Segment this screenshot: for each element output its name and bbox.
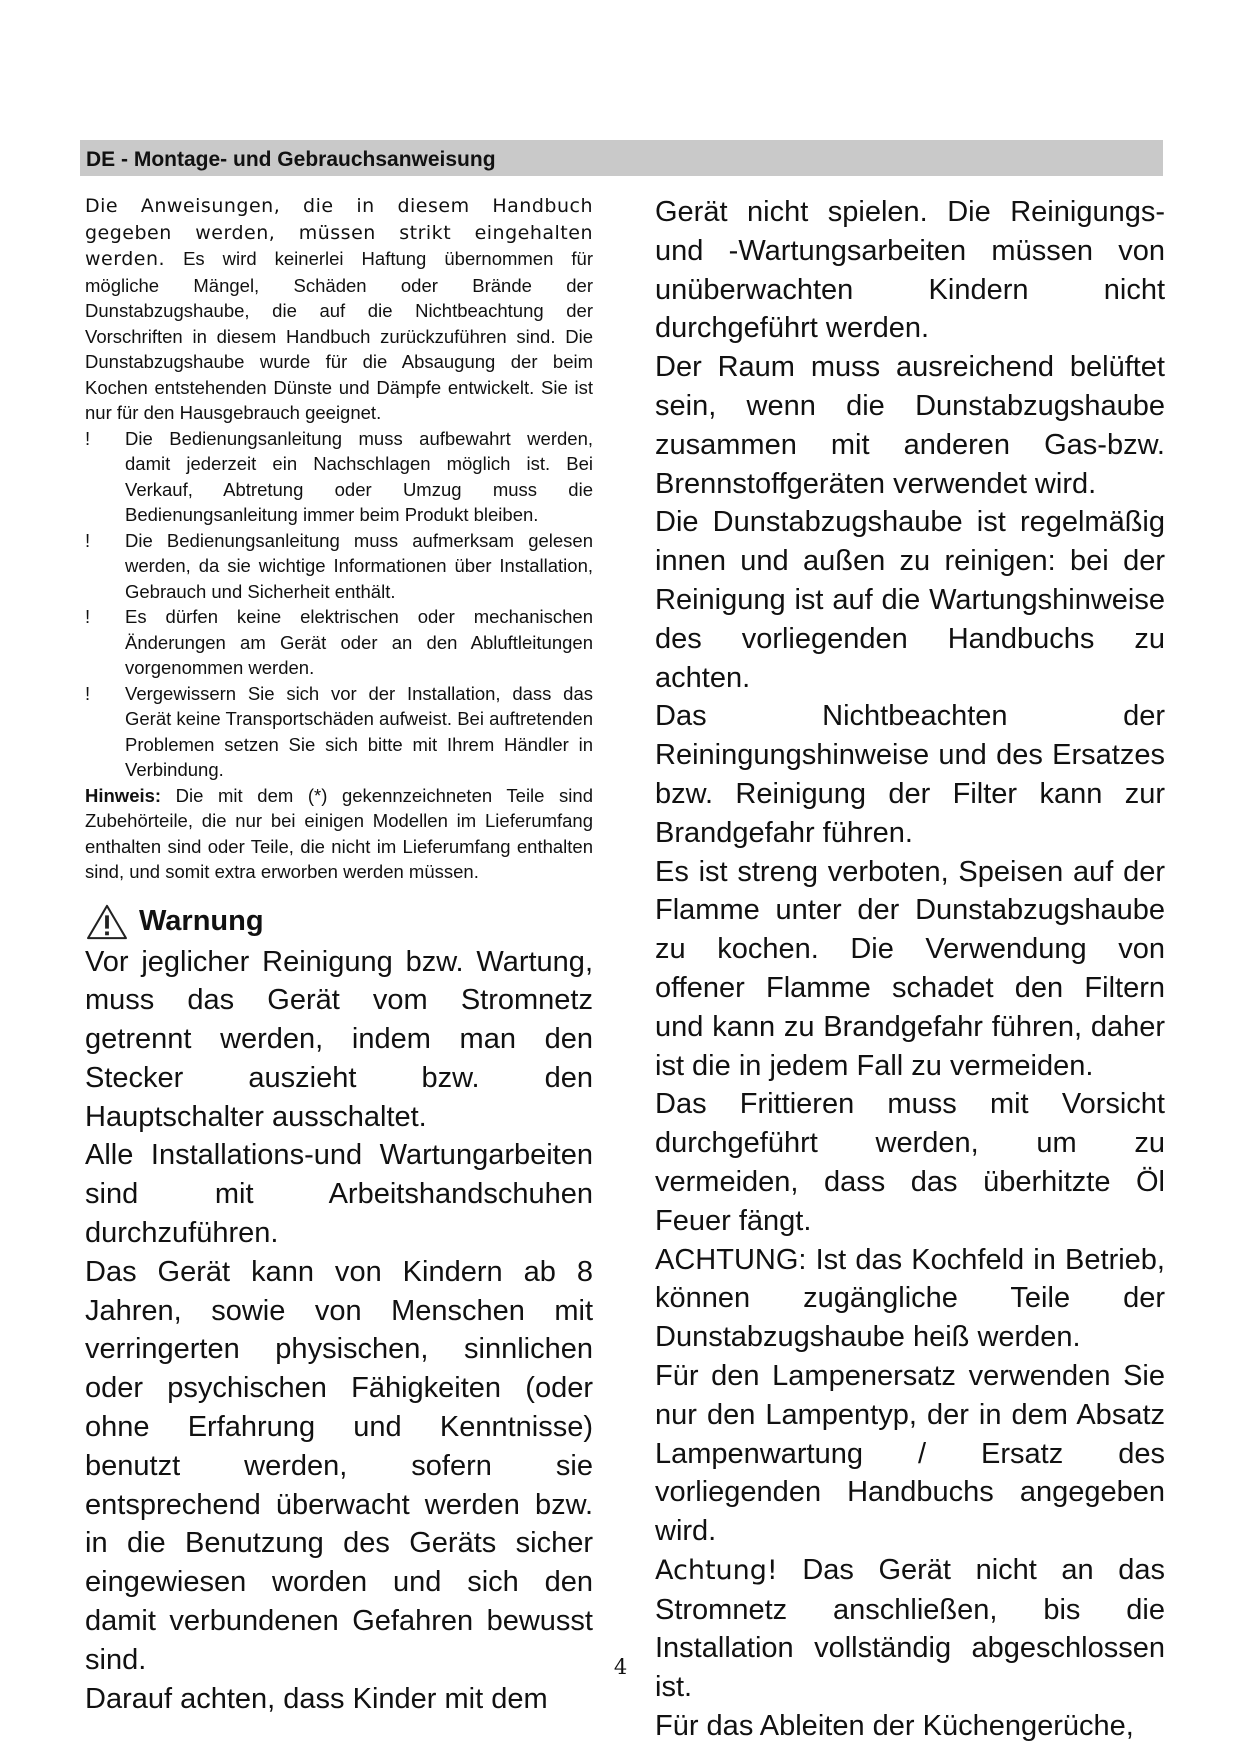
warning-title: Warnung: [139, 905, 264, 937]
bullet-item: [85, 681, 593, 783]
bullet-text: Vergewissern Sie sich vor der Installation, dass das Gerät keine Transportschäden aufweist. Bei auftretenden Problemen setzen Sie sich bitte mit Ihrem Händler in Verbindung.: [125, 682, 593, 780]
safety-paragraph: Das Frittieren muss mit Vorsicht durchgeführt werden, um zu vermeiden, dass das überhitzte Öl Feuer fängt.: [655, 1088, 1165, 1237]
safety-paragraph: Für das Ableiten der Küchengerüche,: [655, 1710, 1134, 1743]
warning-paragraph: Darauf achten, dass Kinder mit dem: [85, 1682, 548, 1715]
page-number: 4: [613, 1655, 628, 1679]
safety-paragraph: ACHTUNG: Ist das Kochfeld in Betrieb, können zugängliche Teile der Dunstabzugshaube heiß werden.: [655, 1243, 1165, 1354]
intro-lead: Die Anweisungen, die in diesem Handbuch gegeben werden, müssen strikt eingehalten werden.: [85, 195, 593, 270]
achtung-text: Das Gerät nicht an das Stromnetz anschließen, bis die Installation vollständig abgeschlossen ist.: [655, 1553, 1165, 1704]
warning-paragraph: Das Gerät kann von Kindern ab 8 Jahren, sowie von Menschen mit verringerten physischen, sinnlichen oder psychischen Fähigkeiten (oder ohne Erfahrung und Kenntnisse) benutzt werden, sofern sie entsprechend überwacht werden bzw. in die Benutzung des Geräts sicher eingewiesen worden und sich den damit verbundenen Gefahren bewusst sind.: [85, 1255, 593, 1676]
intro-rest: Es wird keinerlei Haftung übernommen für mögliche Mängel, Schäden oder Brände der Dunstabzugshaube, die auf die Nichtbeachtung der Vorschriften in diesem Handbuch zurückzuführen sind. Die Dunstabzugshaube wurde für die Absaugung der beim Kochen entstehenden Dünste und Dämpfe entwickelt. Sie ist nur für den Hausgebrauch geeignet.: [85, 248, 593, 423]
intro-paragraph: [85, 193, 593, 426]
achtung-paragraph: [655, 1551, 1165, 1707]
bullet-text: Es dürfen keine elektrischen oder mechanischen Änderungen am Gerät oder an den Abluftleitungen vorgenommen werden.: [125, 606, 593, 678]
bullet-item: [85, 604, 593, 681]
warning-heading: [85, 901, 593, 943]
safety-paragraph: Die Dunstabzugshaube ist regelmäßig innen und außen zu reinigen: bei der Reinigung ist auf die Wartungshinweise des vorliegenden Handbuchs zu achten.: [655, 506, 1165, 694]
exclamation-mark: !: [85, 682, 91, 704]
right-column: [655, 193, 1165, 1746]
bullet-item: [85, 426, 593, 528]
safety-paragraph: Für den Lampenersatz verwenden Sie nur den Lampentyp, der in dem Absatz Lampenwartung / Ersatz des vorliegenden Handbuchs angegeben wird.: [655, 1359, 1165, 1548]
exclamation-mark: !: [85, 529, 91, 551]
warning-paragraph: Alle Installations-und Wartungarbeiten sind mit Arbeitshandschuhen durchzuführen.: [85, 1139, 593, 1250]
safety-paragraph: Es ist streng verboten, Speisen auf der Flamme unter der Dunstabzugshaube zu kochen. Die Verwendung von offener Flamme schadet den Filtern und kann zu Brandgefahr führen, daher ist die in jedem Fall zu vermeiden.: [655, 855, 1165, 1082]
achtung-label: Achtung!: [655, 1554, 778, 1586]
left-column: [85, 193, 593, 1718]
section-header-bar: [80, 140, 1163, 176]
note-label: Hinweis:: [85, 784, 162, 806]
warning-paragraph: Vor jeglicher Reinigung bzw. Wartung, muss das Gerät vom Stromnetz getrennt werden, indem man den Stecker auszieht bzw. den Hauptschalter ausschaltet.: [85, 945, 593, 1133]
note-paragraph: [85, 783, 593, 885]
bullet-text: Die Bedienungsanleitung muss aufmerksam gelesen werden, da sie wichtige Informationen über Installation, Gebrauch und Sicherheit enthält.: [125, 529, 593, 602]
safety-paragraph: Gerät nicht spielen. Die Reinigungs- und -Wartungsarbeiten müssen von unüberwachten Kindern nicht durchgeführt werden.: [655, 196, 1165, 345]
exclamation-mark: !: [85, 606, 91, 627]
section-title: DE - Montage- und Gebrauchsanweisung: [86, 148, 496, 171]
warning-triangle-icon: [85, 904, 129, 940]
safety-paragraph: Der Raum muss ausreichend belüftet sein, wenn die Dunstabzugshaube zusammen mit anderen Gas-bzw. Brennstoffgeräten verwendet wird.: [655, 351, 1165, 500]
exclamation-mark: !: [85, 427, 91, 449]
bullet-item: [85, 528, 593, 605]
safety-paragraph: Das Nichtbeachten der Reiningungshinweise und des Ersatzes bzw. Reinigung der Filter kann zur Brandgefahr führen.: [655, 700, 1165, 849]
note-text: Die mit dem (*) gekennzeichneten Teile sind Zubehörteile, die nur bei einigen Modellen im Lieferumfang enthalten sind oder Teile, die nicht im Lieferumfang enthalten sind, und somit extra erworben werden müssen.: [85, 784, 593, 882]
bullet-text: Die Bedienungsanleitung muss aufbewahrt werden, damit jederzeit ein Nachschlagen möglich ist. Bei Verkauf, Abtretung oder Umzug muss die Bedienungsanleitung immer beim Produkt bleiben.: [125, 427, 593, 525]
